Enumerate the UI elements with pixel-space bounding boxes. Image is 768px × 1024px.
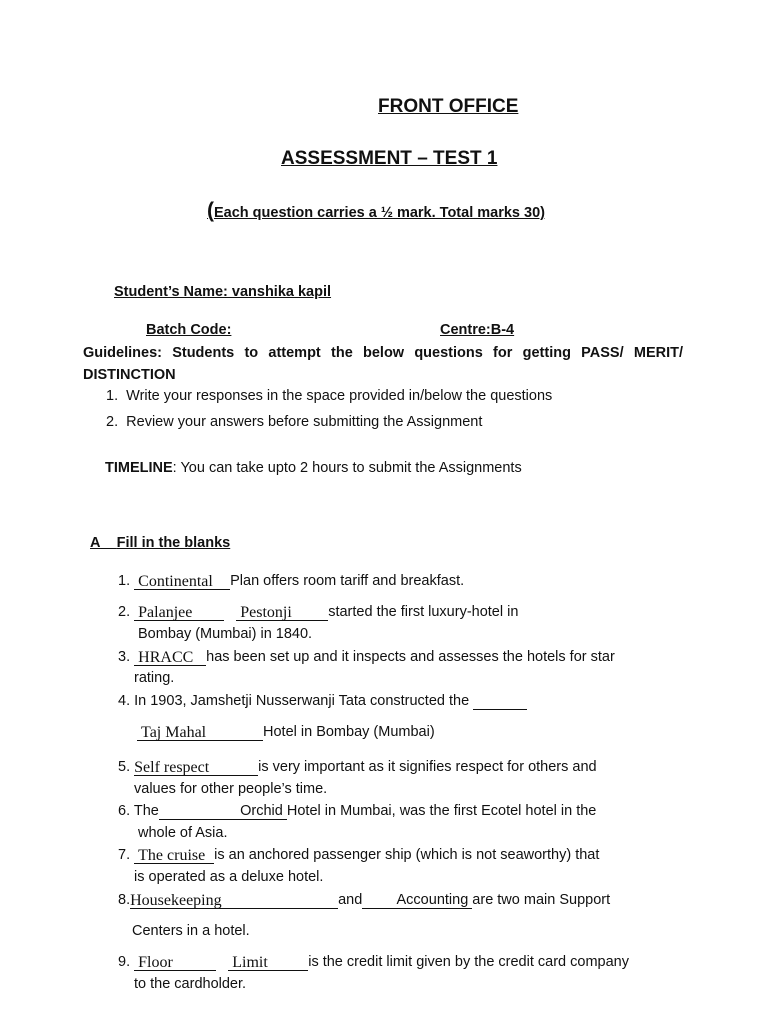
question-8 xyxy=(118,892,610,909)
question-text: are two main Support xyxy=(472,892,611,908)
student-name: Student’s Name: vanshika kapil xyxy=(114,284,332,300)
question-2-cont: Bombay (Mumbai) in 1840. xyxy=(138,626,313,642)
question-number: 1. xyxy=(118,573,131,589)
answer-blank[interactable] xyxy=(134,573,230,590)
question-text: In 1903, Jamshetji Nusserwanji Tata constructed the xyxy=(134,693,470,709)
question-text: Hotel in Bombay (Mumbai) xyxy=(263,724,435,740)
question-5-cont: values for other people’s time. xyxy=(134,781,328,797)
answer-blank[interactable] xyxy=(228,954,308,971)
question-9 xyxy=(118,954,629,971)
document-subtitle: ASSESSMENT – TEST 1 xyxy=(281,148,498,169)
question-number: 4. xyxy=(118,693,131,709)
centre-label: Centre:B-4 xyxy=(440,322,515,338)
answer-blank[interactable] xyxy=(134,847,214,864)
guideline-text: Write your responses in the space provided in/below the questions xyxy=(126,388,553,404)
timeline xyxy=(105,460,522,476)
handwritten-answer: Pestonji xyxy=(240,604,292,621)
answer-blank[interactable] xyxy=(159,804,287,820)
handwritten-answer: Continental xyxy=(138,573,213,590)
marks-note-paren: ( xyxy=(207,199,214,222)
guidelines-label: Guidelines: Students to attempt the below questions for getting PASS/ MERIT/ xyxy=(83,345,683,361)
guideline-item: 1. Write your responses in the space provided in/below the questions xyxy=(106,388,553,404)
question-number: 3. xyxy=(118,649,131,665)
timeline-label: TIMELINE xyxy=(105,460,173,476)
question-4 xyxy=(118,693,527,710)
question-text: is the credit limit given by the credit card company xyxy=(308,954,629,970)
handwritten-answer: Palanjee xyxy=(138,604,193,621)
handwritten-answer: Limit xyxy=(232,954,268,971)
question-number: 5. xyxy=(118,759,131,775)
question-text: started the first luxury-hotel in xyxy=(328,604,519,620)
answer-blank[interactable] xyxy=(130,892,338,909)
handwritten-answer: Housekeeping xyxy=(130,892,222,909)
question-number: 7. xyxy=(118,847,131,863)
question-text: is an anchored passenger ship (which is not seaworthy) that xyxy=(214,847,600,863)
answer-blank[interactable] xyxy=(134,604,224,621)
answer-blank[interactable] xyxy=(137,724,263,741)
question-6 xyxy=(118,803,596,820)
timeline-text: : You can take upto 2 hours to submit the Assignments xyxy=(172,460,522,476)
handwritten-answer: Taj Mahal xyxy=(141,724,207,741)
answer-text: Orchid xyxy=(240,803,283,819)
question-number: 6. xyxy=(118,803,131,819)
question-text: and xyxy=(338,892,363,908)
question-3 xyxy=(118,649,615,666)
handwritten-answer: HRACC xyxy=(138,649,194,666)
answer-text: Accounting xyxy=(396,892,469,908)
section-letter: A xyxy=(90,535,101,551)
question-text: The xyxy=(133,803,159,819)
answer-blank[interactable] xyxy=(473,694,527,710)
section-title: Fill in the blanks xyxy=(116,535,231,551)
answer-blank[interactable] xyxy=(362,893,472,909)
guideline-item: 2. Review your answers before submitting the Assignment xyxy=(106,414,483,430)
question-1 xyxy=(118,573,464,590)
question-text: is very important as it signifies respect for others and xyxy=(258,759,597,775)
handwritten-answer: Self respect xyxy=(134,759,210,776)
marks-note-text: Each question carries a ½ mark. Total marks 30) xyxy=(214,205,545,221)
question-4-cont xyxy=(137,724,435,741)
answer-blank[interactable] xyxy=(134,759,258,776)
batch-code-label: Batch Code: xyxy=(146,322,232,338)
guidelines-label-cont: DISTINCTION xyxy=(83,367,176,383)
answer-blank[interactable] xyxy=(134,954,216,971)
guideline-text: Review your answers before submitting the Assignment xyxy=(126,414,483,430)
question-text: Hotel in Mumbai, was the first Ecotel hotel in the xyxy=(286,803,597,819)
question-6-cont: whole of Asia. xyxy=(138,825,228,841)
handwritten-answer: The cruise xyxy=(138,847,206,864)
question-text: has been set up and it inspects and assesses the hotels for star xyxy=(206,649,615,665)
question-text: Plan offers room tariff and breakfast. xyxy=(230,573,465,589)
question-9-cont: to the cardholder. xyxy=(134,976,247,992)
question-7 xyxy=(118,847,599,864)
marks-note xyxy=(207,199,545,223)
handwritten-answer: Floor xyxy=(138,954,173,971)
question-number: 8. xyxy=(118,892,131,908)
question-7-cont: is operated as a deluxe hotel. xyxy=(134,869,324,885)
question-8-cont: Centers in a hotel. xyxy=(132,923,250,939)
answer-blank[interactable] xyxy=(134,649,206,666)
answer-blank[interactable] xyxy=(236,604,328,621)
question-5 xyxy=(118,759,597,776)
section-a-heading xyxy=(90,535,230,551)
question-number: 9. xyxy=(118,954,131,970)
question-2 xyxy=(118,604,518,621)
question-number: 2. xyxy=(118,604,131,620)
document-title: FRONT OFFICE xyxy=(378,96,519,117)
question-3-cont: rating. xyxy=(134,670,175,686)
